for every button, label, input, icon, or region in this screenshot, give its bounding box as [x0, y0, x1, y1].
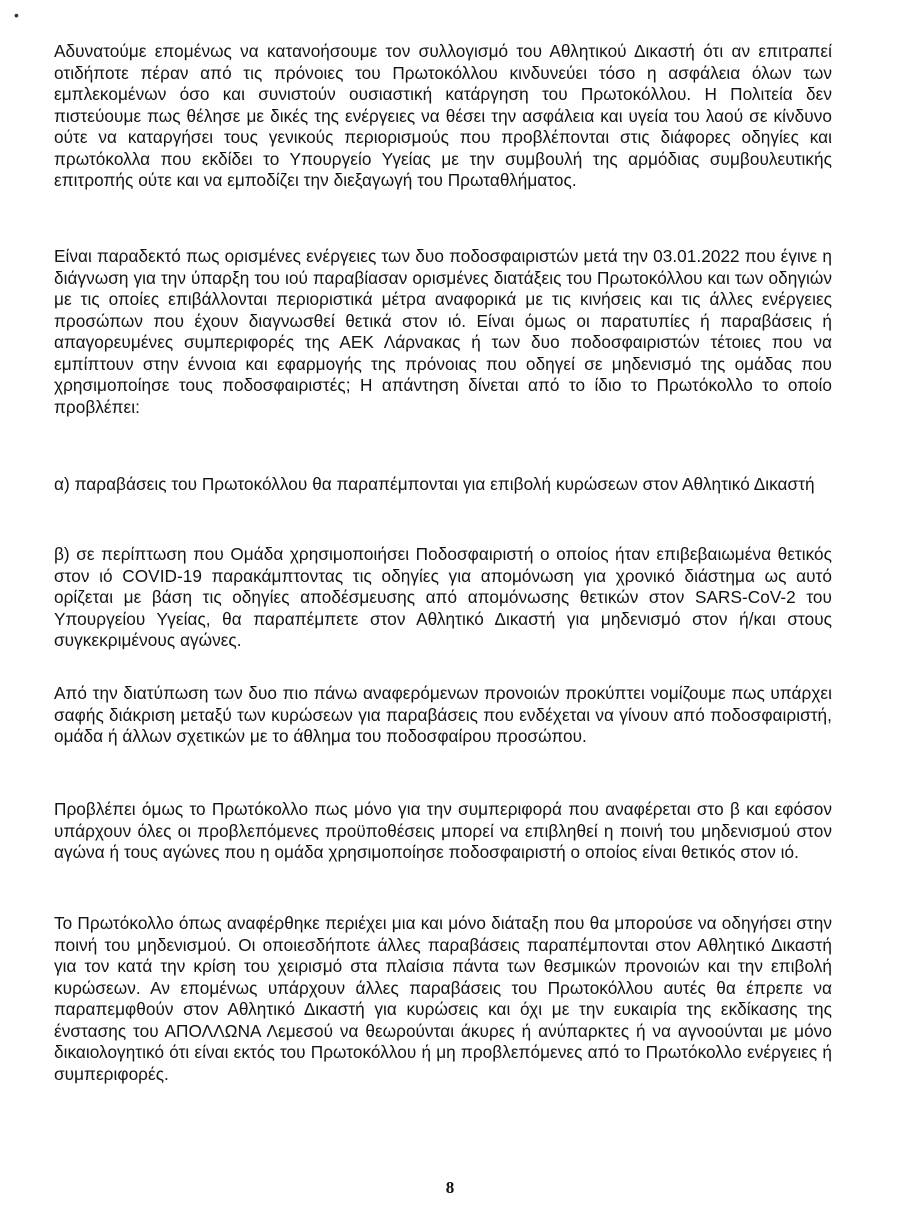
scan-mark: •	[14, 7, 19, 23]
paragraph-item-b: β) σε περίπτωση που Ομάδα χρησιμοποιήσει Ποδοσφαιριστή ο οποίος ήταν επιβεβαιωμένα θετικός στον ιό COVID-19 παρακάμπτοντας τις οδηγίες για απομόνωση για χρονικό διάστημα ως αυτό ορίζεται με βάση τις οδηγίες αποδέσμευσης από απομόνωσης θετικών στον SARS-CoV-2 του Υπουργείου Υγείας, θα παραπέμπετε στον Αθλητικό Δικαστή για μηδενισμό στον ή/και στους συγκεκριμένους αγώνες.	[54, 544, 832, 650]
paragraph-1: Αδυνατούμε επομένως να κατανοήσουμε τον συλλογισμό του Αθλητικού Δικαστή ότι αν επιτραπεί οτιδήποτε πέραν από τις πρόνοιες του Πρωτοκόλλου κινδυνεύει τόσο η ασφάλεια όλων των εμπλεκομένων όσο και συνιστούν ουσιαστική κατάργηση του Πρωτοκόλλου. Η Πολιτεία δεν πιστεύουμε πως θέλησε με δικές της ενέργειες να θέσει την ασφάλεια και υγεία του λαού σε κίνδυνο ούτε να καταργήσει τους γενικούς περιορισμούς που προβλέπονται στις διάφορες οδηγίες και πρωτόκολλα που εκδίδει το Υπουργείο Υγείας με την συμβουλή της αρμόδιας συμβουλευτικής επιτροπής ούτε και να εμποδίζει την διεξαγωγή του Πρωταθλήματος.	[54, 41, 832, 190]
paragraph-item-a: α) παραβάσεις του Πρωτοκόλλου θα παραπέμπονται για επιβολή κυρώσεων στον Αθλητικό Δικαστή	[54, 474, 815, 494]
page-number: 8	[445, 1178, 455, 1197]
paragraph-4: Προβλέπει όμως το Πρωτόκολλο πως μόνο για την συμπεριφορά που αναφέρεται στο β και εφόσον υπάρχουν όλες οι προβλεπόμενες προϋποθέσεις μπορεί να επιβληθεί η ποινή του μηδενισμού στον αγώνα ή τους αγώνες που η ομάδα χρησιμοποίησε ποδοσφαιριστή ο οποίος είναι θετικός στον ιό.	[54, 799, 832, 862]
paragraph-3: Από την διατύπωση των δυο πιο πάνω αναφερόμενων προνοιών προκύπτει νομίζουμε πως υπάρχει σαφής διάκριση μεταξύ των κυρώσεων για παραβάσεις που ενδέχεται να γίνουν από ποδοσφαιριστή, ομάδα ή άλλων σχετικών με το άθλημα του ποδοσφαίρου προσώπου.	[54, 683, 832, 746]
paragraph-2: Είναι παραδεκτό πως ορισμένες ενέργειες των δυο ποδοσφαιριστών μετά την 03.01.2022 που έγινε η διάγνωση για την ύπαρξη του ιού παραβίασαν ορισμένες διατάξεις του Πρωτοκόλλου και των οδηγιών με τις οποίες επιβάλλονται περιοριστικά μέτρα αναφορικά με τις κινήσεις και τις άλλες ενέργειες προσώπων που έχουν διαγνωσθεί θετικά στον ιό. Είναι όμως οι παρατυπίες ή παραβάσεις ή απαγορευμένες συμπεριφορές της ΑΕΚ Λάρνακας ή των δυο ποδοσφαιριστών τέτοιες που να εμπίπτουν στην έννοια και εφαρμογής της πρόνοιας που οδηγεί σε μηδενισμό της ομάδας που χρησιμοποίησε τους ποδοσφαιριστές; Η απάντηση δίνεται από το ίδιο το Πρωτόκολλο το οποίο προβλέπει:	[54, 246, 832, 417]
paragraph-5: Το Πρωτόκολλο όπως αναφέρθηκε περιέχει μια και μόνο διάταξη που θα μπορούσε να οδηγήσει στην ποινή του μηδενισμού. Οι οποιεσδήποτε άλλες παραβάσεις παραπέμπονται στον Αθλητικό Δικαστή για τον κατά την κρίση του χειρισμό στα πλαίσια πάντα των θεσμικών προνοιών και την επιβολή κυρώσεων. Αν επομένως υπάρχουν άλλες παραβάσεις του Πρωτοκόλλου αυτές θα έπρεπε να παραπεμφθούν στον Αθλητικό Δικαστή για κυρώσεις και όχι με την ευκαιρία της εκδίκασης της ένστασης του ΑΠΟΛΛΩΝΑ Λεμεσού να θεωρούνται άκυρες ή ανύπαρκτες ή να αγνοούνται με μόνο δικαιολογητικό ότι είναι εκτός του Πρωτοκόλλου ή μη προβλεπόμενες από το Πρωτόκολλο ενέργειες ή συμπεριφορές.	[54, 913, 832, 1084]
